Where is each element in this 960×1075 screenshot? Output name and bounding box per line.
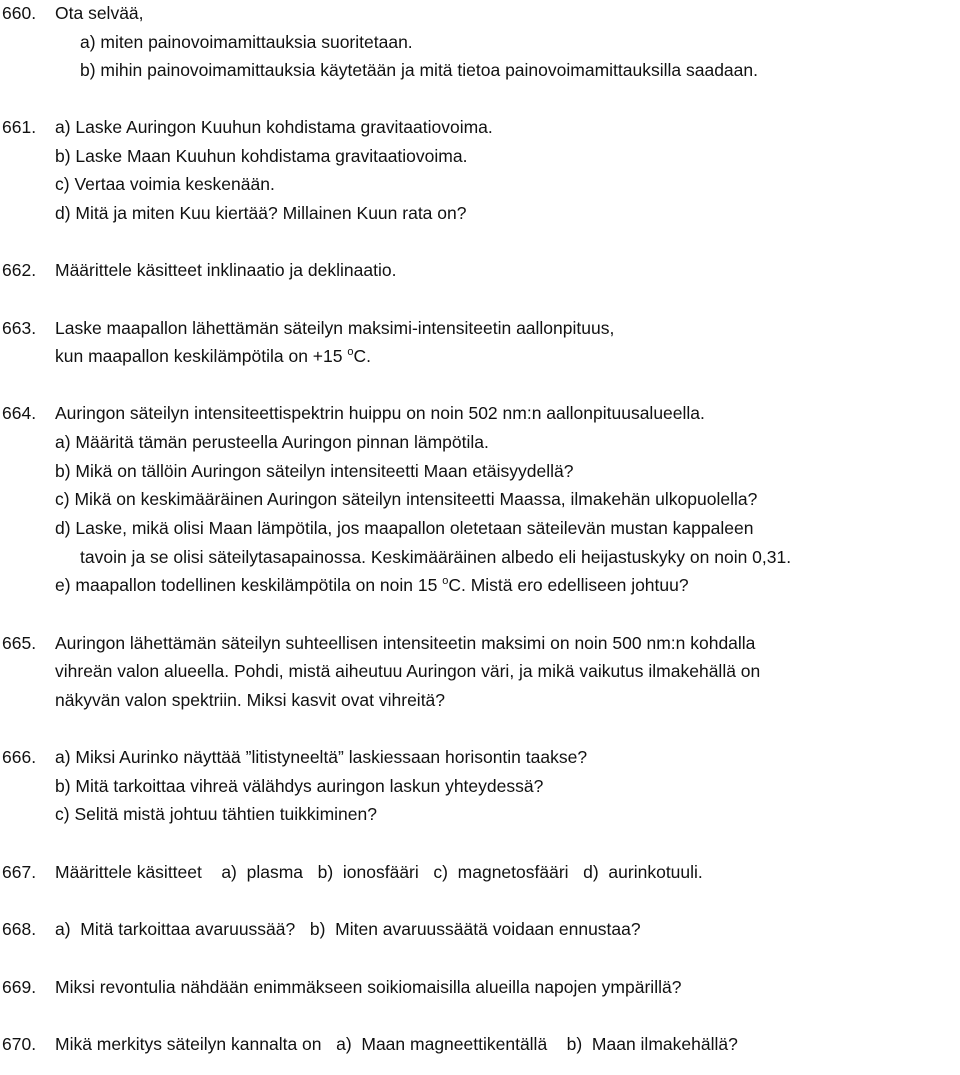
question-text: kun maapallon keskilämpötila on +15	[55, 346, 343, 366]
question-number: 661.	[2, 117, 37, 137]
question-text: a) Mitä tarkoittaa avaruussää? b) Miten avaruussäätä voidaan ennustaa?	[55, 919, 641, 939]
degree-symbol: o	[442, 575, 449, 587]
question-text: d) Mitä ja miten Kuu kiertää? Millainen Kuun rata on?	[55, 203, 467, 223]
question-text: näkyvän valon spektriin. Miksi kasvit ovat vihreitä?	[55, 690, 446, 710]
degree-symbol: o	[347, 346, 354, 358]
question-number: 666.	[2, 747, 37, 767]
question-text: Auringon säteilyn intensiteettispektrin huippu on noin 502 nm:n aallonpituusalueella.	[55, 403, 705, 423]
question-number: 669.	[2, 977, 37, 997]
question-text: c) Vertaa voimia keskenään.	[55, 174, 275, 194]
question-text: tavoin ja se olisi säteilytasapainossa. Keskimääräinen albedo eli heijastuskyky on noin 0,31.	[80, 547, 792, 567]
question-text: b) Mikä on tällöin Auringon säteilyn intensiteetti Maan etäisyydellä?	[55, 461, 574, 481]
question-text: a) Miksi Aurinko näyttää ”litistyneeltä” laskiessaan horisontin taakse?	[55, 747, 588, 767]
question-text: b) mihin painovoimamittauksia käytetään ja mitä tietoa painovoimamittauksilla saadaan.	[80, 60, 758, 80]
question-text: Määrittele käsitteet inklinaatio ja deklinaatio.	[55, 260, 397, 280]
question-text: Ota selvää,	[55, 3, 144, 23]
question-text: C. Mistä ero edelliseen johtuu?	[448, 575, 689, 595]
question-text: Määrittele käsitteet a) plasma b) ionosfääri c) magnetosfääri d) aurinkotuuli.	[55, 862, 703, 882]
question-number: 662.	[2, 260, 37, 280]
question-text: a) Määritä tämän perusteella Auringon pinnan lämpötila.	[55, 432, 489, 452]
question-number: 668.	[2, 919, 37, 939]
question-text: c) Selitä mistä johtuu tähtien tuikkiminen?	[55, 804, 377, 824]
question-text: a) Laske Auringon Kuuhun kohdistama gravitaatiovoima.	[55, 117, 493, 137]
question-text: b) Laske Maan Kuuhun kohdistama gravitaatiovoima.	[55, 146, 468, 166]
question-text: c) Mikä on keskimääräinen Auringon säteilyn intensiteetti Maassa, ilmakehän ulkopuolella?	[55, 489, 758, 509]
question-text: a) miten painovoimamittauksia suoritetaan.	[80, 32, 413, 52]
question-text: b) Mitä tarkoittaa vihreä välähdys auringon laskun yhteydessä?	[55, 776, 544, 796]
question-number: 664.	[2, 403, 37, 423]
question-text: Auringon lähettämän säteilyn suhteellisen intensiteetin maksimi on noin 500 nm:n kohdalla	[55, 633, 756, 653]
question-text: Miksi revontulia nähdään enimmäkseen soikiomaisilla alueilla napojen ympärillä?	[55, 977, 682, 997]
question-number: 663.	[2, 318, 37, 338]
question-number: 670.	[2, 1034, 37, 1054]
question-text: d) Laske, mikä olisi Maan lämpötila, jos maapallon oletetaan säteilevän mustan kappaleen	[55, 518, 754, 538]
question-number: 665.	[2, 633, 37, 653]
question-text: Mikä merkitys säteilyn kannalta on a) Maan magneettikentällä b) Maan ilmakehällä?	[55, 1034, 738, 1054]
question-text: vihreän valon alueella. Pohdi, mistä aiheutuu Auringon väri, ja mikä vaikutus ilmakehällä on	[55, 661, 761, 681]
question-number: 660.	[2, 3, 37, 23]
question-text: e) maapallon todellinen keskilämpötila on noin 15	[55, 575, 438, 595]
question-number: 667.	[2, 862, 37, 882]
question-text: C.	[353, 346, 371, 366]
question-text: Laske maapallon lähettämän säteilyn maksimi-intensiteetin aallonpituus,	[55, 318, 615, 338]
